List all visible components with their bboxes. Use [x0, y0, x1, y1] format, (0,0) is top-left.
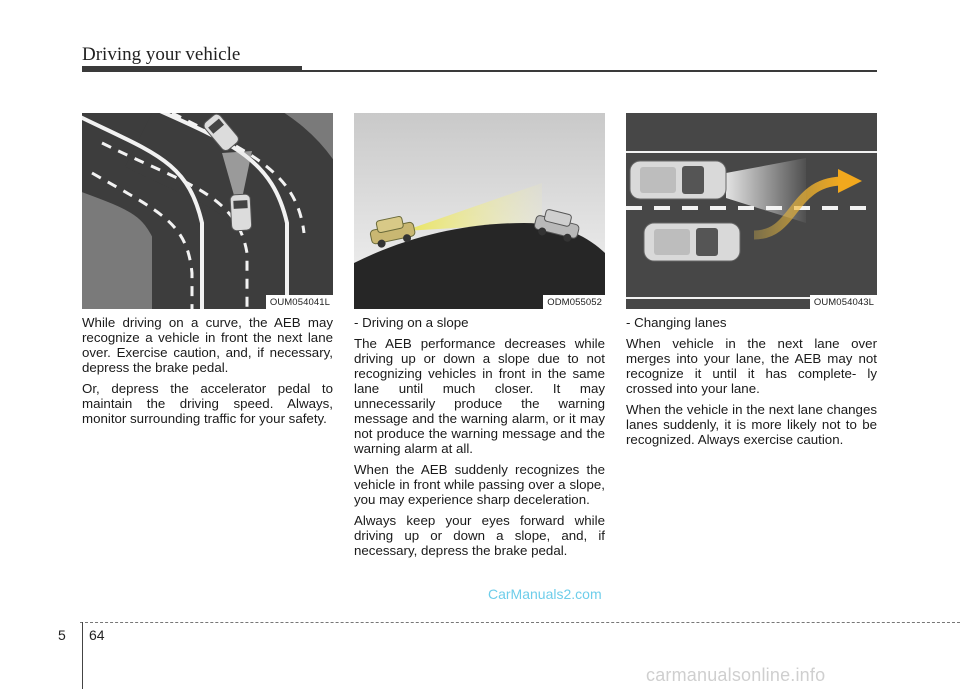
page-number: 64 [89, 627, 105, 643]
paragraph: When vehicle in the next lane over merges into your lane, the AEB may not recognize it until it has complete- ly crossed into your lane. [626, 336, 877, 396]
paragraph: While driving on a curve, the AEB may recognize a vehicle in front the next lane over. Exercise caution, and, if necessary, depress the brake pedal. [82, 315, 333, 375]
paragraph: - Driving on a slope [354, 315, 469, 330]
figure-curve [82, 113, 333, 309]
curve-road-illustration [82, 113, 333, 309]
slope-illustration [354, 113, 605, 309]
header-bar [82, 66, 302, 72]
header-rule [300, 70, 877, 72]
figure-code: OUM054041L [266, 295, 333, 309]
figure-code: ODM055052 [543, 295, 605, 309]
column-text [626, 315, 877, 447]
figure-slope [354, 113, 605, 309]
column-lane-change [626, 113, 877, 453]
paragraph: The AEB performance decreases while driving up or down a slope due to not recognizing vehicles in front in the same lane until much closer. It may unnecessarily produce the warning message and the warning alarm, or it may not produce the warning message and the warning alarm at all. [354, 336, 605, 456]
column-text [82, 315, 333, 426]
paragraph: Always keep your eyes forward while driving up or down a slope, and, if necessary, depress the brake pedal. [354, 513, 605, 558]
watermark: CarManuals2.com [488, 586, 602, 602]
paragraph: Or, depress the accelerator pedal to maintain the driving speed. Always, monitor surrounding traffic for your safety. [82, 381, 333, 426]
column-curve [82, 113, 333, 432]
lane-change-illustration [626, 113, 877, 309]
paragraph: When the AEB suddenly recognizes the vehicle in front while passing over a slope, you may experience sharp deceleration. [354, 462, 605, 507]
footer-divider [82, 622, 83, 689]
paragraph: - Changing lanes [626, 315, 727, 330]
site-footer: carmanualsonline.info [646, 665, 826, 685]
page-header-title: Driving your vehicle [82, 44, 241, 65]
section-number: 5 [58, 627, 66, 643]
column-slope [354, 113, 605, 564]
paragraph: When the vehicle in the next lane changes lanes suddenly, it is more likely not to be recognized. Always exercise caution. [626, 402, 877, 447]
footer-rule [80, 622, 960, 623]
figure-lane-change [626, 113, 877, 309]
column-text [354, 315, 605, 558]
figure-code: OUM054043L [810, 295, 877, 309]
